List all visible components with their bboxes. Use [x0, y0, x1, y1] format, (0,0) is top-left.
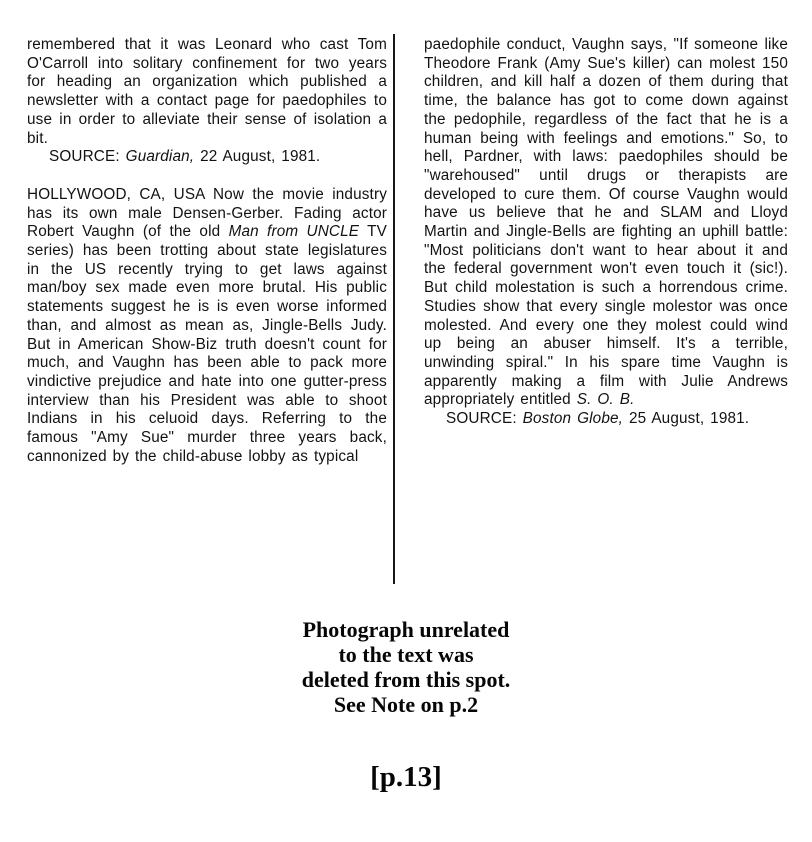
page-number: [p.13]: [370, 761, 442, 793]
right-column: [424, 36, 788, 429]
notice-line-1: Photograph unrelated: [302, 617, 510, 642]
column-divider-rule: [393, 34, 395, 584]
text-run: paedophile conduct, Vaughn says, "If someone like Theodore Frank (Amy Sue's killer) can molest 150 children, and kill half a dozen of them during that time, the balance has got to come down against the pedophile, regardless of the fact that he is a human being with feelings and emotions." So, to hell, Pardner, with laws: paedophiles should be "warehoused" until drugs or therapists are developed to cure them. Of course Vaughn would have us believe that he and SLAM and Lloyd Martin and Jingle-Bells are fighting an uphill battle: "Most politicians don't want to hear about it and the federal government won't even touch it (sic!). But child molestation is such a horrendous crime. Studies show that every single molestor was once molested. And every one they molest could wind up being an abuser himself. It's a terrible, unwinding spiral." In his spare time Vaughn is apparently making a film with Julie Andrews appropriately entitled: [424, 36, 788, 409]
source-line-guardian: [27, 148, 387, 167]
left-column: [27, 36, 387, 466]
paragraph-vaughn-quote: [424, 36, 788, 410]
italic-text-run: Guardian,: [125, 148, 195, 166]
text-run: 22 August, 1981.: [194, 148, 321, 166]
text-run: HOLLYWOOD, CA, USA Now the movie industry has its own male Densen-Gerber. Fading actor Robert Vaughn (of the old: [27, 185, 387, 241]
text-run: SOURCE:: [49, 148, 126, 166]
text-run: remembered that it was Leonard who cast Tom O'Carroll into solitary confinement for two years for heading an organization which published a newsletter with a contact page for paedophiles to use in order to alleviate their sense of isolation a bit.: [27, 36, 387, 147]
text-run: 25 August, 1981.: [623, 410, 750, 428]
notice-line-4: See Note on p.2: [333, 692, 479, 717]
italic-text-run: S. O. B.: [576, 391, 635, 409]
paragraph-hollywood: [27, 186, 387, 467]
text-run: SOURCE:: [446, 410, 523, 428]
photo-deleted-notice: [0, 617, 812, 717]
italic-text-run: Man from UNCLE: [228, 223, 360, 241]
text-run: TV series) has been trotting about state legislatures in the US recently trying to get laws against man/boy sex made even more brutal. His public statements suggest he is is even worse informed than, and almost as mean as, Jingle-Bells Judy. But in American Show-Biz truth doesn't count for much, and Vaughn has been able to pack more vindictive prejudice and hate into one gutter-press interview than his President was able to shoot Indians in his celuoid days. Referring to the famous "Amy Sue" murder three years back, cannonized by the child-abuse lobby as typical: [27, 223, 387, 465]
notice-line-3: deleted from this spot.: [301, 667, 511, 692]
paragraph-leonard: [27, 36, 387, 148]
notice-line-2: to the text was: [338, 642, 474, 667]
italic-text-run: Boston Globe,: [522, 410, 624, 428]
source-line-boston-globe: [424, 410, 788, 429]
